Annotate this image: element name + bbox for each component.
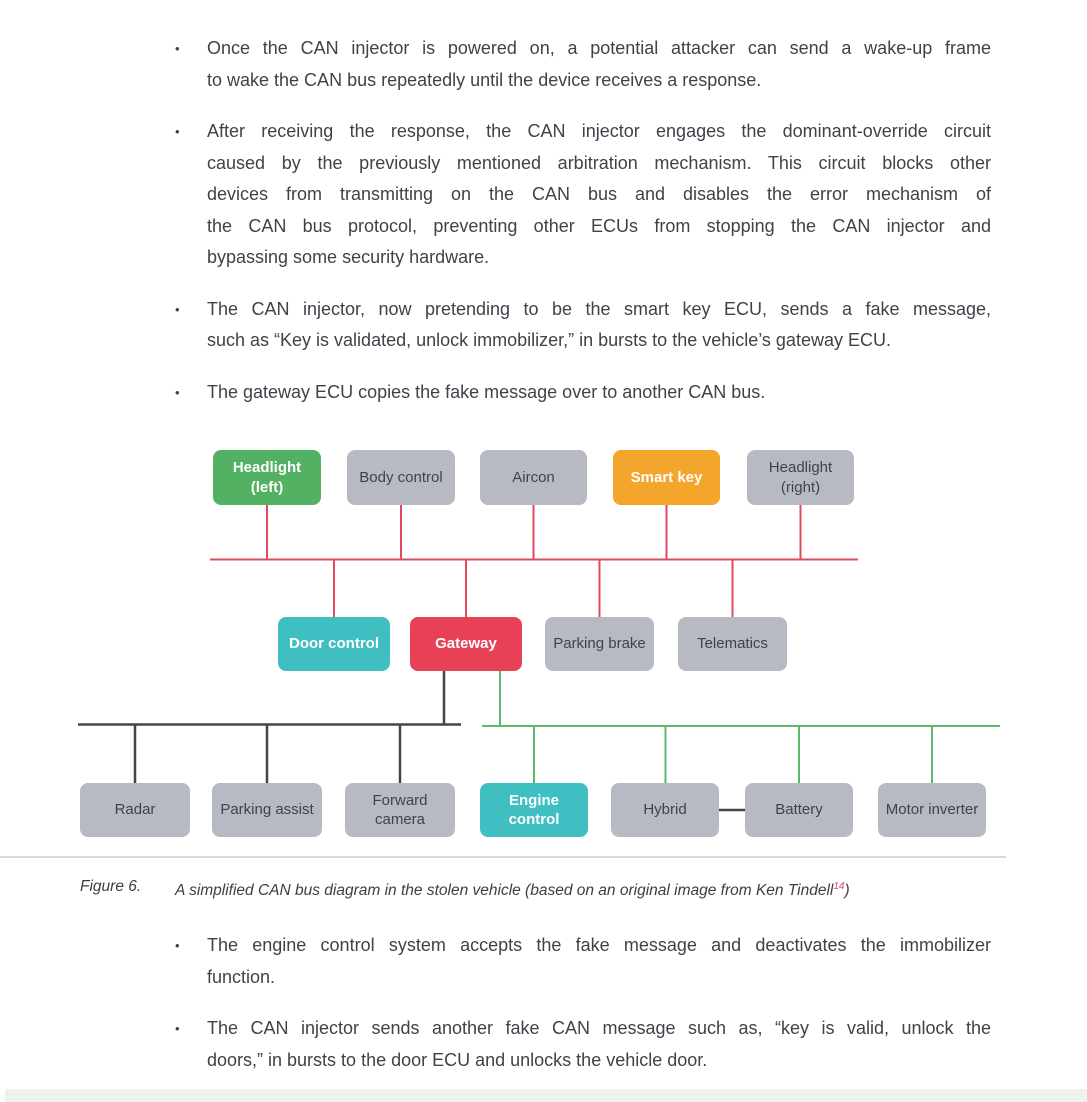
node-label: Telematics — [697, 635, 768, 653]
node-forward-camera — [345, 783, 455, 837]
node-battery — [745, 783, 853, 837]
bullet-item — [175, 33, 1005, 96]
node-label: Door control — [289, 635, 379, 653]
bullet-icon: • — [175, 301, 180, 317]
bullet-list-before-figure — [175, 33, 1005, 428]
node-telematics — [678, 617, 787, 671]
bullet-text — [207, 930, 991, 993]
footnote-ref[interactable]: 14 — [833, 881, 845, 892]
bullet-text — [207, 1013, 991, 1076]
bullet-text-line: function. — [207, 966, 276, 987]
bullet-item — [175, 116, 1005, 274]
bullet-text-line: such as “Key is validated, unlock immobilizer,” in bursts to the vehicle’s gateway ECU. — [207, 330, 891, 350]
node-engine-control — [480, 783, 588, 837]
node-headlight-right — [747, 450, 854, 505]
bullet-text-line: Once the CAN injector is powered on, a potential attacker can send a wake-up frame — [207, 38, 991, 58]
node-aircon — [480, 450, 587, 505]
node-label: Aircon — [512, 468, 555, 486]
node-label: Hybrid — [643, 801, 687, 819]
bullet-text-line: The CAN injector sends another fake CAN message such as, “key is valid, unlock the — [207, 1018, 991, 1038]
node-headlight-left — [213, 450, 321, 505]
bullet-text-line: to wake the CAN bus repeatedly until the device receives a response. — [207, 69, 762, 90]
node-label: Engine control — [508, 791, 560, 828]
node-label: Motor inverter — [885, 801, 979, 819]
bullet-list-after-figure — [175, 930, 1005, 1096]
node-label: Parking brake — [553, 635, 646, 653]
bullet-text-line: doors,” in bursts to the door ECU and unlocks the vehicle door. — [207, 1049, 708, 1070]
bullet-icon: • — [175, 124, 180, 139]
bullet-text — [207, 116, 991, 274]
node-parking-assist — [212, 783, 322, 837]
bullet-text-line: the CAN bus protocol, preventing other ECUs from stopping the CAN injector and — [207, 215, 991, 236]
bullet-item — [175, 930, 1005, 993]
node-label: Battery — [775, 801, 823, 819]
node-label: Parking assist — [220, 801, 314, 819]
bullet-icon: • — [175, 384, 180, 400]
node-motor-inverter — [878, 783, 986, 837]
node-label: Forward camera — [372, 791, 428, 828]
figure-label: Figure 6. — [80, 878, 142, 895]
node-body-control — [347, 450, 455, 505]
bullet-text — [207, 294, 991, 357]
figure-divider-line — [0, 856, 1006, 858]
node-label: Radar — [114, 801, 156, 819]
node-label: Headlight (right) — [768, 459, 833, 496]
node-hybrid — [611, 783, 719, 837]
bullet-text-line: bypassing some security hardware. — [207, 247, 490, 267]
bullet-text-line: caused by the previously mentioned arbitration mechanism. This circuit blocks other — [207, 152, 991, 173]
node-smart-key — [613, 450, 720, 505]
bullet-icon: • — [175, 41, 180, 56]
node-gateway — [410, 617, 522, 671]
node-label: Smart key — [630, 468, 703, 486]
bullet-item — [175, 294, 1005, 357]
bullet-icon: • — [175, 938, 180, 953]
can-bus-diagram — [0, 440, 1087, 850]
figure-caption-text: A simplified CAN bus diagram in the stolen vehicle (based on an original image from Ken Tindell$^{14}$) — [175, 881, 850, 900]
node-label: Gateway — [435, 635, 497, 653]
bullet-item — [175, 377, 1005, 409]
figure-caption — [80, 876, 1030, 902]
node-radar — [80, 783, 190, 837]
bullet-icon: • — [175, 1021, 180, 1036]
bullet-item — [175, 1013, 1005, 1076]
node-label: Body control — [359, 468, 443, 486]
green-can-bus-lines — [482, 669, 1000, 786]
node-parking-brake — [545, 617, 654, 671]
node-label: Headlight (left) — [232, 459, 302, 496]
bullet-text — [207, 33, 991, 96]
bullet-text-line: The CAN injector, now pretending to be the smart key ECU, sends a fake message, — [207, 298, 991, 319]
bullet-text-line: The gateway ECU copies the fake message over to another CAN bus. — [207, 381, 766, 402]
next-section-band — [5, 1089, 1087, 1102]
bullet-text-line: After receiving the response, the CAN injector engages the dominant-override circuit — [207, 121, 991, 141]
node-door-control — [278, 617, 390, 671]
bullet-text — [207, 377, 991, 409]
red-can-bus-lines — [210, 502, 858, 620]
bullet-text-line: devices from transmitting on the CAN bus and disables the error mechanism of — [207, 184, 991, 204]
bullet-text-line: The engine control system accepts the fake message and deactivates the immobilizer — [207, 935, 991, 955]
